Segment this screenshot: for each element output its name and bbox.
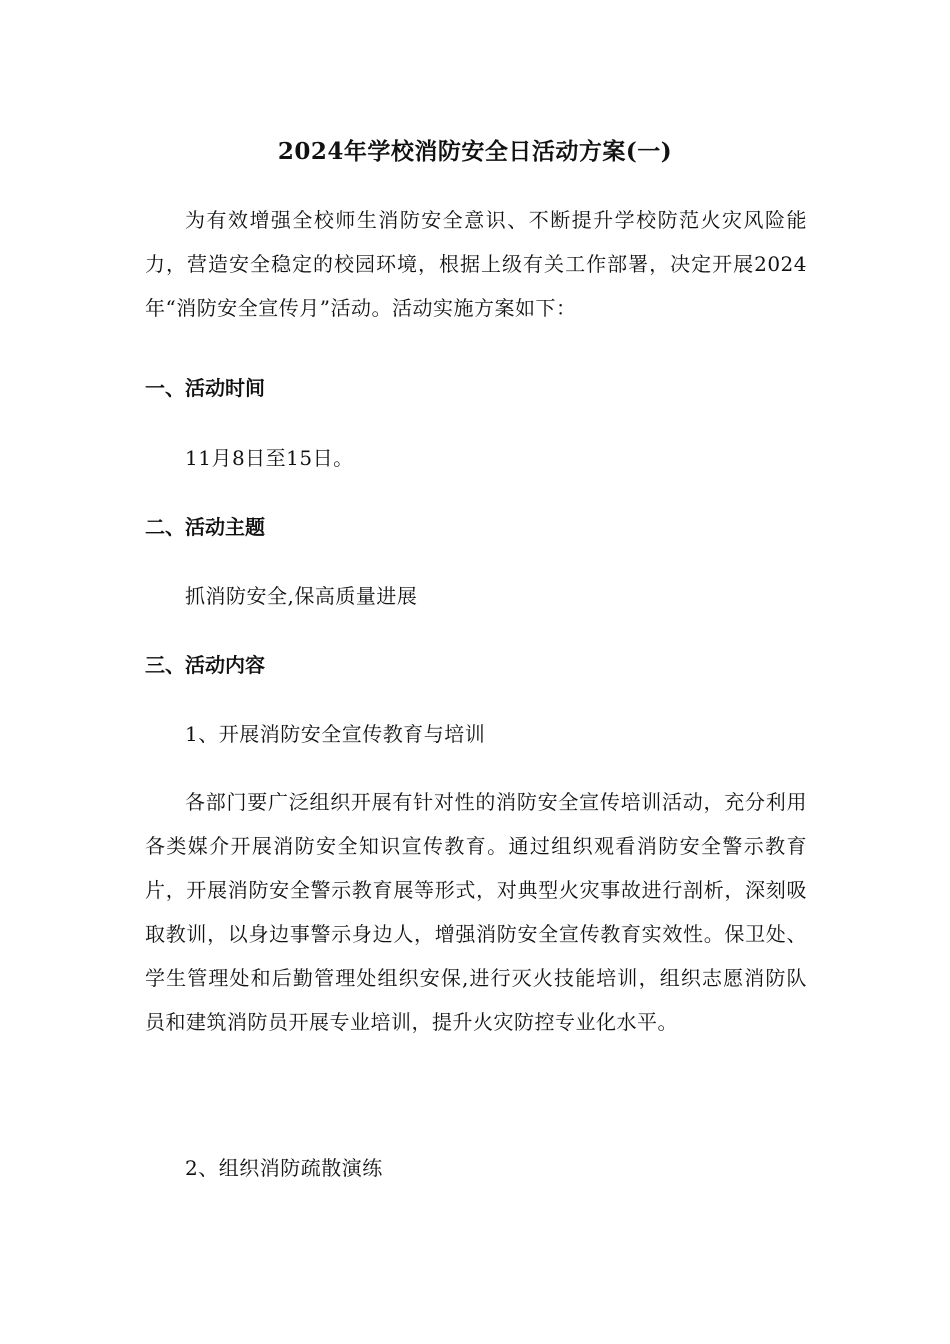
section-heading-time: 一、活动时间 bbox=[145, 376, 265, 400]
content-item-2-title: 2、组织消防疏散演练 bbox=[185, 1156, 383, 1180]
section-heading-content: 三、活动内容 bbox=[145, 653, 265, 677]
content-item-1-body: 各部门要广泛组织开展有针对性的消防安全宣传培训活动，充分利用各类媒介开展消防安全知识宣传教育。通过组织观看消防安全警示教育片，开展消防安全警示教育展等形式，对典型火灾事故进行剖析，深刻吸取教训，以身边事警示身边人，增强消防安全宣传教育实效性。保卫处、学生管理处和后勤管理处组织安保,进行灭火技能培训，组织志愿消防队员和建筑消防员开展专业培训，提升火灾防控专业化水平。 bbox=[145, 790, 807, 1034]
content-item-1-title: 1、开展消防安全宣传教育与培训 bbox=[185, 722, 486, 746]
section-text-theme: 抓消防安全,保高质量进展 bbox=[185, 584, 418, 608]
section-heading-theme: 二、活动主题 bbox=[145, 515, 265, 539]
section-text-time: 11月8日至15日。 bbox=[185, 446, 354, 470]
document-title: 2024年学校消防安全日活动方案(一) bbox=[277, 138, 673, 165]
intro-paragraph: 为有效增强全校师生消防安全意识、不断提升学校防范火灾风险能力，营造安全稳定的校园环境，根据上级有关工作部署，决定开展2024年“消防安全宣传月”活动。活动实施方案如下： bbox=[145, 208, 807, 320]
